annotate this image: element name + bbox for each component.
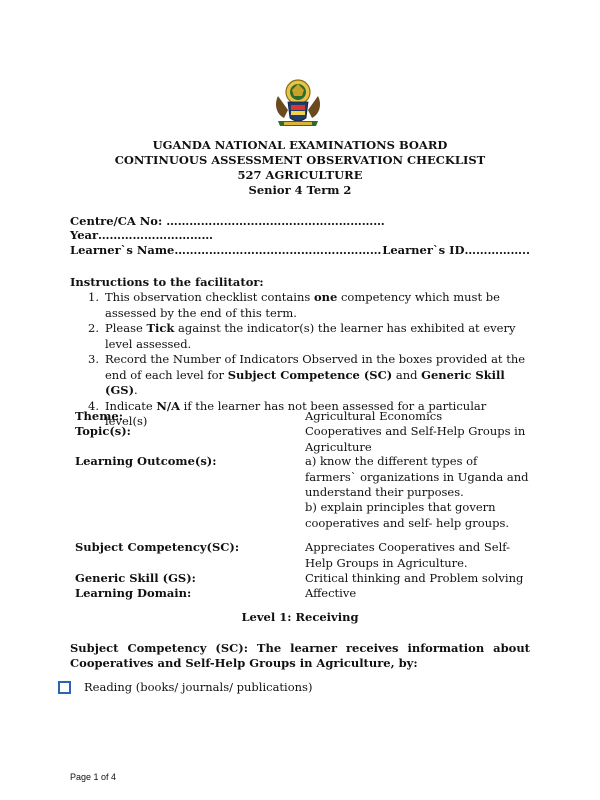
learner-name-id-row: [70, 243, 530, 257]
header-line-checklist: CONTINUOUS ASSESSMENT OBSERVATION CHECKLIST: [114, 153, 486, 167]
generic-skill-value: Critical thinking and Problem solving: [305, 571, 524, 585]
header-line-subject: 527 AGRICULTURE: [237, 168, 363, 182]
instruction-emphasis: Generic Skill (GS): [105, 367, 505, 397]
theme-value: Agricultural Economics: [305, 409, 443, 423]
topic-value: Cooperatives and Self-Help Groups in Agriculture: [305, 424, 526, 454]
learning-outcome-a: a) know the different types of farmers` organizations in Uganda and understand their purposes.: [305, 454, 529, 499]
learner-name-field[interactable]: Learner`s Name………………………………………………: [70, 243, 382, 257]
instruction-emphasis: Tick: [146, 321, 175, 335]
instruction-text: .: [134, 383, 138, 397]
learning-outcome-b: b) explain principles that govern cooperatives and self- help groups.: [305, 500, 510, 530]
instruction-text: and: [392, 367, 422, 382]
instruction-text: Please: [105, 321, 147, 335]
level-subject-competency-line1: Subject Competency (SC): The learner receives information about: [70, 641, 530, 655]
instruction-item: [70, 290, 530, 321]
header-line-term: Senior 4 Term 2: [248, 183, 352, 197]
subject-competency-label: Subject Competency(SC):: [75, 540, 240, 554]
theme-label: Theme:: [75, 409, 123, 423]
instruction-number: 3.: [88, 352, 99, 366]
uneb-emblem-logo: [270, 74, 326, 130]
instruction-text: Record the Number of Indicators Observed in the boxes provided at the end of each level for: [105, 352, 526, 382]
instruction-text: This observation checklist contains: [105, 290, 314, 304]
instructions-title: Instructions to the facilitator:: [70, 275, 264, 289]
header-line-board: UGANDA NATIONAL EXAMINATIONS BOARD: [152, 138, 448, 152]
subject-competency-value: Appreciates Cooperatives and Self-Help Groups in Agriculture.: [305, 540, 510, 570]
instruction-emphasis: N/A: [156, 398, 181, 413]
learning-outcome-label: Learning Outcome(s):: [75, 454, 217, 468]
instruction-number: 4.: [88, 398, 99, 413]
indicator-checkbox[interactable]: [58, 681, 71, 694]
instruction-text: against the indicator(s) the learner has exhibited at every level assessed.: [105, 321, 516, 351]
level-title: Level 1: Receiving: [241, 610, 359, 624]
instruction-item: [70, 321, 530, 352]
document-header: [0, 138, 600, 198]
level-subject-competency-line2: Cooperatives and Self-Help Groups in Agriculture, by:: [70, 656, 418, 670]
instruction-item: [70, 352, 530, 399]
instruction-emphasis: Subject Competence (SC): [227, 367, 393, 382]
instruction-number: 1.: [88, 290, 99, 304]
instruction-emphasis: one: [313, 290, 338, 304]
page-number: Page 1 of 4: [70, 772, 117, 782]
instruction-text: if the learner has not been assessed for a particular level(s): [105, 398, 487, 428]
generic-skill-label: Generic Skill (GS):: [75, 571, 196, 585]
learning-domain-label: Learning Domain:: [75, 586, 192, 600]
learning-domain-value: Affective: [305, 586, 357, 600]
topic-label: Topic(s):: [75, 424, 131, 438]
instruction-number: 2.: [88, 321, 99, 335]
centre-year-field[interactable]: Centre/CA No: ………………………………………………… Year…………………………: [70, 214, 385, 242]
instruction-text: Indicate: [105, 398, 157, 413]
indicator-label: Reading (books/ journals/ publications): [84, 680, 313, 694]
learner-id-field[interactable]: Learner`s ID……………..: [382, 243, 530, 257]
instruction-text: competency which must be assessed by the end of this term.: [105, 290, 500, 320]
